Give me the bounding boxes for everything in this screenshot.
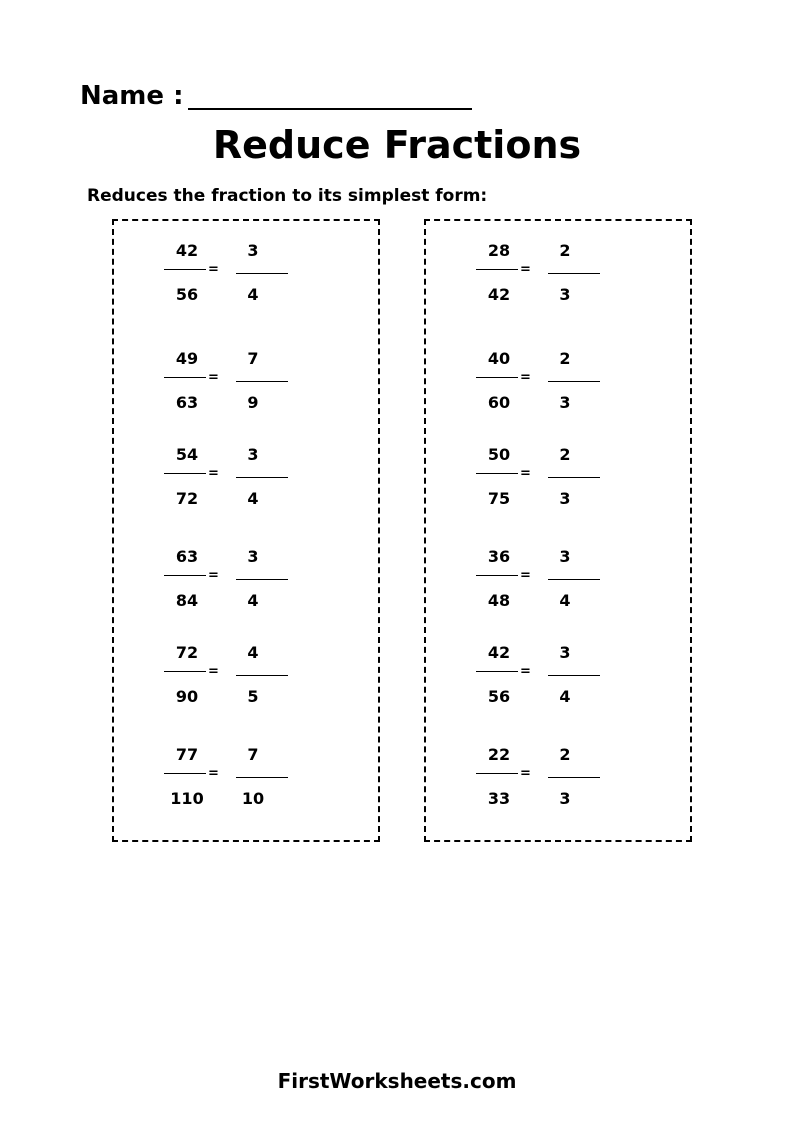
equals-sign: = bbox=[208, 262, 219, 277]
fraction-problem bbox=[426, 237, 690, 317]
equals-sign: = bbox=[520, 370, 531, 385]
denominator: 90 bbox=[175, 687, 199, 706]
answer-fraction-bar bbox=[236, 675, 288, 676]
equals-sign: = bbox=[520, 568, 531, 583]
right-problem-panel bbox=[424, 219, 692, 842]
denominator: 48 bbox=[487, 591, 511, 610]
fraction-problem bbox=[114, 639, 378, 719]
answer-numerator: 7 bbox=[247, 745, 259, 764]
fraction-bar bbox=[164, 473, 206, 474]
equals-sign: = bbox=[208, 664, 219, 679]
answer-fraction-bar bbox=[548, 273, 600, 274]
answer-fraction-bar bbox=[236, 777, 288, 778]
equals-sign: = bbox=[520, 466, 531, 481]
equals-sign: = bbox=[208, 370, 219, 385]
fraction-problem bbox=[114, 441, 378, 521]
equals-sign: = bbox=[208, 466, 219, 481]
numerator: 28 bbox=[487, 241, 511, 260]
answer-numerator: 2 bbox=[559, 349, 571, 368]
answer-numerator: 3 bbox=[247, 547, 259, 566]
numerator: 50 bbox=[487, 445, 511, 464]
numerator: 77 bbox=[175, 745, 199, 764]
equals-sign: = bbox=[208, 568, 219, 583]
denominator: 72 bbox=[175, 489, 199, 508]
equals-sign: = bbox=[520, 766, 531, 781]
numerator: 42 bbox=[175, 241, 199, 260]
equals-sign: = bbox=[520, 664, 531, 679]
left-problem-panel bbox=[112, 219, 380, 842]
answer-denominator: 10 bbox=[241, 789, 265, 808]
fraction-problem bbox=[426, 441, 690, 521]
denominator: 84 bbox=[175, 591, 199, 610]
answer-denominator: 4 bbox=[247, 285, 259, 304]
fraction-bar bbox=[164, 671, 206, 672]
answer-denominator: 5 bbox=[247, 687, 259, 706]
fraction-bar bbox=[164, 269, 206, 270]
answer-fraction-bar bbox=[236, 579, 288, 580]
numerator: 36 bbox=[487, 547, 511, 566]
answer-numerator: 2 bbox=[559, 445, 571, 464]
fraction-problem bbox=[426, 543, 690, 623]
equals-sign: = bbox=[520, 262, 531, 277]
answer-numerator: 4 bbox=[247, 643, 259, 662]
numerator: 22 bbox=[487, 745, 511, 764]
answer-fraction-bar bbox=[236, 381, 288, 382]
numerator: 42 bbox=[487, 643, 511, 662]
answer-denominator: 3 bbox=[559, 285, 571, 304]
answer-fraction-bar bbox=[548, 477, 600, 478]
denominator: 42 bbox=[487, 285, 511, 304]
answer-numerator: 3 bbox=[247, 445, 259, 464]
denominator: 56 bbox=[487, 687, 511, 706]
answer-fraction-bar bbox=[548, 381, 600, 382]
fraction-bar bbox=[476, 473, 518, 474]
denominator: 56 bbox=[175, 285, 199, 304]
answer-denominator: 4 bbox=[247, 591, 259, 610]
fraction-bar bbox=[164, 773, 206, 774]
answer-numerator: 3 bbox=[559, 547, 571, 566]
answer-denominator: 9 bbox=[247, 393, 259, 412]
answer-numerator: 2 bbox=[559, 241, 571, 260]
page-title: Reduce Fractions bbox=[212, 123, 582, 167]
answer-numerator: 3 bbox=[559, 643, 571, 662]
instructions: Reduces the fraction to its simplest form: bbox=[87, 186, 488, 206]
fraction-bar bbox=[476, 671, 518, 672]
answer-fraction-bar bbox=[548, 777, 600, 778]
fraction-problem bbox=[114, 741, 378, 821]
numerator: 54 bbox=[175, 445, 199, 464]
fraction-bar bbox=[476, 377, 518, 378]
answer-denominator: 4 bbox=[559, 591, 571, 610]
footer-brand: FirstWorksheets.com bbox=[277, 1069, 517, 1093]
denominator: 63 bbox=[175, 393, 199, 412]
fraction-bar bbox=[476, 269, 518, 270]
fraction-problem bbox=[426, 345, 690, 425]
numerator: 40 bbox=[487, 349, 511, 368]
numerator: 63 bbox=[175, 547, 199, 566]
denominator: 60 bbox=[487, 393, 511, 412]
denominator: 33 bbox=[487, 789, 511, 808]
answer-denominator: 3 bbox=[559, 393, 571, 412]
numerator: 72 bbox=[175, 643, 199, 662]
denominator: 75 bbox=[487, 489, 511, 508]
answer-fraction-bar bbox=[548, 675, 600, 676]
fraction-problem bbox=[114, 237, 378, 317]
answer-fraction-bar bbox=[236, 273, 288, 274]
answer-fraction-bar bbox=[236, 477, 288, 478]
fraction-problem bbox=[114, 543, 378, 623]
equals-sign: = bbox=[208, 766, 219, 781]
fraction-bar bbox=[164, 377, 206, 378]
fraction-problem bbox=[426, 741, 690, 821]
answer-numerator: 7 bbox=[247, 349, 259, 368]
answer-denominator: 3 bbox=[559, 489, 571, 508]
fraction-bar bbox=[476, 575, 518, 576]
answer-fraction-bar bbox=[548, 579, 600, 580]
denominator: 110 bbox=[170, 789, 204, 808]
fraction-problem bbox=[114, 345, 378, 425]
answer-denominator: 4 bbox=[559, 687, 571, 706]
fraction-bar bbox=[164, 575, 206, 576]
name-label: Name : bbox=[80, 81, 184, 111]
name-input-line[interactable] bbox=[188, 108, 472, 110]
answer-numerator: 3 bbox=[247, 241, 259, 260]
answer-denominator: 4 bbox=[247, 489, 259, 508]
fraction-problem bbox=[426, 639, 690, 719]
answer-numerator: 2 bbox=[559, 745, 571, 764]
answer-denominator: 3 bbox=[559, 789, 571, 808]
fraction-bar bbox=[476, 773, 518, 774]
numerator: 49 bbox=[175, 349, 199, 368]
